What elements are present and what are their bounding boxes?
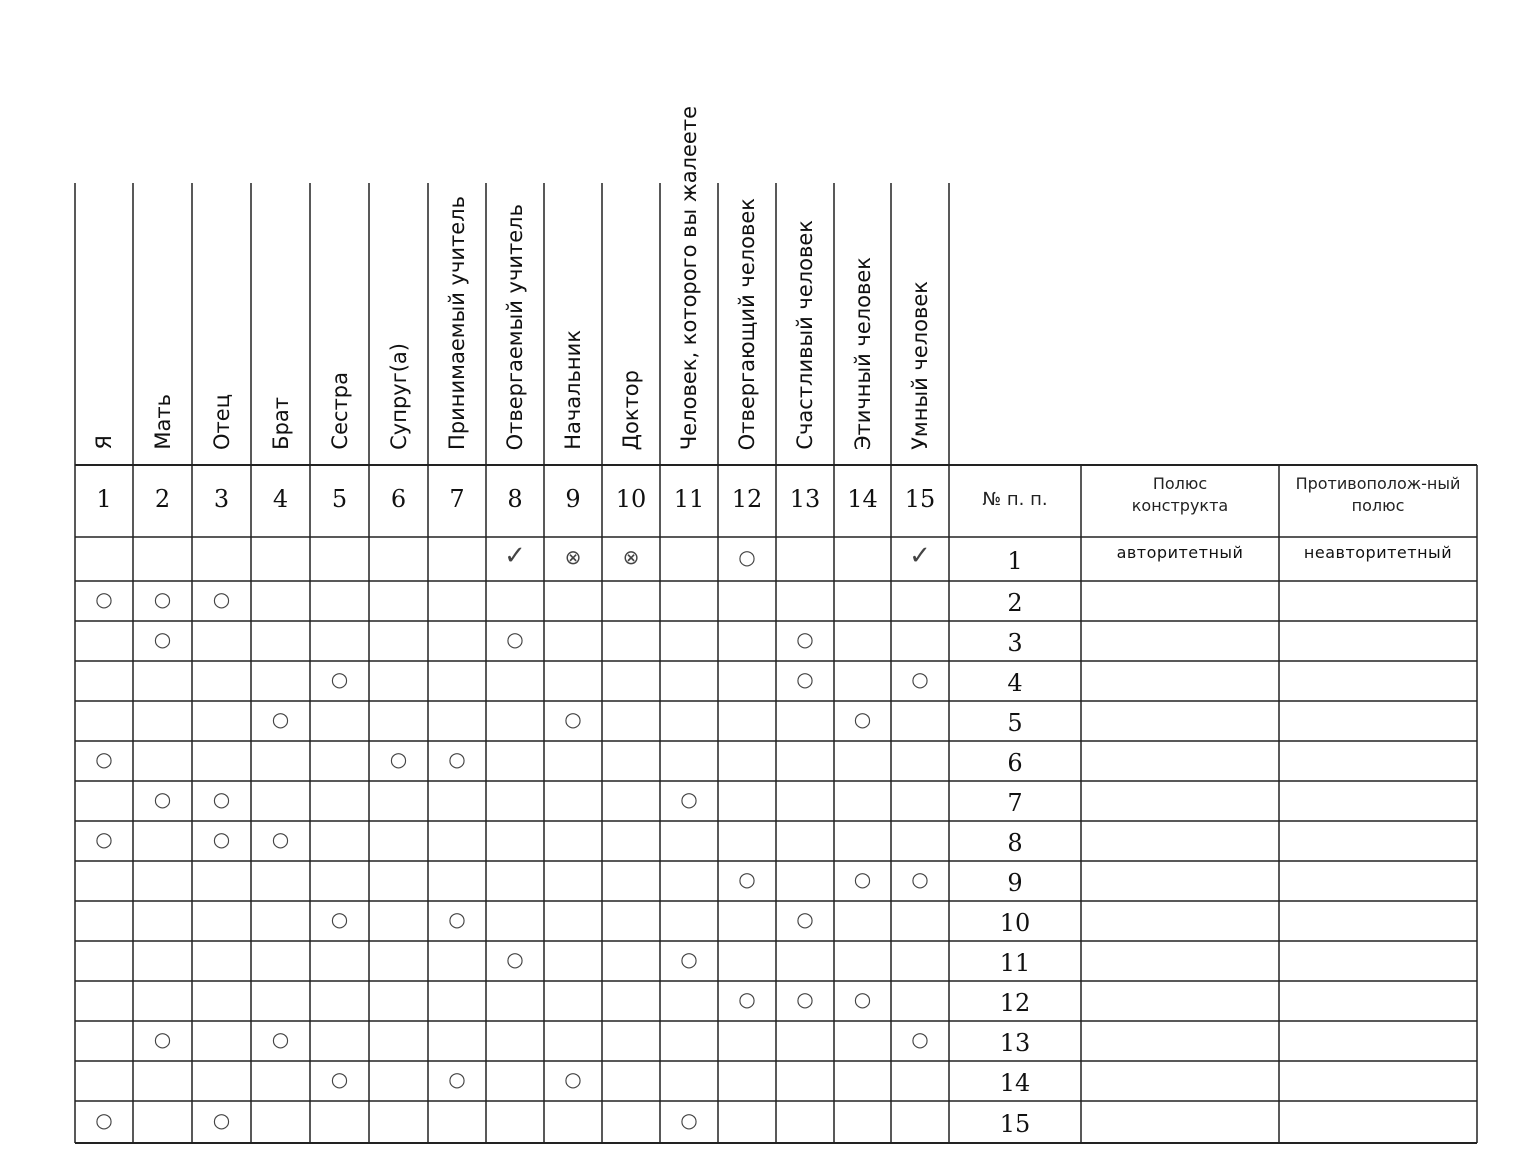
mark-circle: ○ — [330, 907, 349, 931]
mark-check: ✓ — [504, 541, 526, 571]
column-number: 12 — [731, 485, 763, 513]
mark-circle: ○ — [271, 707, 290, 731]
row-number: 7 — [1007, 789, 1023, 817]
mark-circle: ○ — [271, 1027, 290, 1051]
mark-circle: ○ — [680, 1108, 698, 1132]
mark-circle: ○ — [796, 907, 814, 931]
mark-circle: ○ — [738, 867, 756, 891]
mark-circle: ○ — [564, 707, 582, 731]
mark-circle: ○ — [796, 627, 814, 651]
column-number: 1 — [96, 485, 112, 513]
mark-circle: ○ — [389, 747, 408, 771]
mark-check: ✓ — [909, 541, 931, 571]
mark-circle: ○ — [330, 1067, 349, 1091]
column-label — [133, 30, 192, 450]
row-number: 4 — [1007, 669, 1023, 697]
column-number: 7 — [449, 485, 465, 513]
mark-circle: ○ — [212, 787, 231, 811]
column-number: 10 — [615, 485, 647, 513]
column-label — [369, 30, 428, 450]
column-number: 2 — [154, 485, 171, 513]
column-number: 15 — [904, 485, 936, 513]
column-label-text: Доктор — [619, 369, 643, 450]
row-number: 2 — [1007, 589, 1023, 617]
column-label — [544, 30, 602, 450]
row-number: 10 — [999, 909, 1031, 937]
opposite-pole-cell: неавторитетный — [1303, 543, 1453, 562]
mark-crossed: ⊗ — [622, 545, 640, 569]
column-label — [310, 30, 369, 450]
mark-circle: ○ — [95, 1108, 113, 1132]
mark-circle: ○ — [564, 1067, 582, 1091]
column-label-text: Мать — [150, 394, 175, 450]
column-label-text: Этичный человек — [850, 256, 875, 450]
column-label-text: Отец — [209, 394, 234, 450]
row-number: 15 — [999, 1110, 1031, 1138]
column-label — [718, 30, 776, 450]
pole-cell: авторитетный — [1116, 543, 1244, 562]
column-label-text: Отвергающий человек — [735, 197, 759, 450]
mark-circle: ○ — [271, 827, 290, 851]
column-number: 6 — [390, 485, 407, 513]
mark-circle: ○ — [153, 787, 172, 811]
column-label — [428, 30, 486, 450]
row-number: 13 — [999, 1029, 1031, 1057]
column-number: 8 — [507, 485, 523, 513]
column-label-text: Принимаемый учитель — [445, 196, 469, 450]
pole-header: Полюс конструкта — [1131, 474, 1229, 515]
mark-circle: ○ — [95, 827, 113, 851]
mark-circle: ○ — [153, 1027, 172, 1051]
column-label — [251, 30, 310, 450]
mark-circle: ○ — [853, 867, 872, 891]
column-label-text: Брат — [268, 397, 293, 450]
mark-circle: ○ — [911, 1027, 929, 1051]
mark-circle: ○ — [506, 947, 524, 971]
column-label-text: Сестра — [327, 372, 352, 450]
column-label — [891, 30, 949, 450]
mark-circle: ○ — [796, 667, 814, 691]
mark-circle: ○ — [680, 947, 698, 971]
column-label — [834, 30, 891, 450]
mark-circle: ○ — [738, 987, 756, 1011]
mark-circle: ○ — [330, 667, 349, 691]
mark-circle: ○ — [212, 587, 231, 611]
mark-circle: ○ — [95, 747, 113, 771]
row-number: 1 — [1007, 547, 1023, 575]
row-number: 11 — [999, 949, 1031, 977]
mark-circle: ○ — [448, 1067, 466, 1091]
column-number: 4 — [272, 485, 289, 513]
mark-circle: ○ — [911, 667, 929, 691]
mark-circle: ○ — [153, 627, 172, 651]
column-number: 5 — [331, 485, 348, 513]
mark-circle: ○ — [853, 987, 872, 1011]
column-label-text: Отвергаемый учитель — [503, 203, 527, 450]
column-label-text: Я — [92, 435, 116, 450]
opposite-pole-header: Противополож-ный полюс — [1295, 474, 1461, 515]
mark-circle: ○ — [796, 987, 814, 1011]
column-number: 14 — [847, 485, 878, 513]
row-number-header: № п. п. — [982, 489, 1048, 510]
column-label — [192, 30, 251, 450]
column-label — [776, 30, 834, 450]
column-label — [660, 30, 718, 450]
row-number: 3 — [1007, 629, 1023, 657]
column-number: 3 — [213, 485, 230, 513]
column-label-text: Начальник — [561, 330, 585, 450]
column-label — [602, 30, 660, 450]
row-number: 14 — [999, 1069, 1031, 1097]
row-number: 5 — [1007, 709, 1023, 737]
column-number: 9 — [565, 485, 581, 513]
row-number: 12 — [999, 989, 1031, 1017]
mark-circle: ○ — [680, 787, 698, 811]
column-label-text: Супруг(а) — [386, 343, 411, 450]
column-label-text: Человек, которого вы жалеете — [677, 105, 701, 450]
row-number: 9 — [1007, 869, 1023, 897]
column-label-text: Умный человек — [908, 281, 932, 450]
column-label — [486, 30, 544, 450]
column-number: 11 — [673, 485, 705, 513]
mark-circle: ○ — [153, 587, 172, 611]
mark-circle: ○ — [853, 707, 872, 731]
mark-circle: ○ — [212, 1108, 231, 1132]
mark-circle: ○ — [212, 827, 231, 851]
column-label — [75, 30, 133, 450]
row-number: 8 — [1007, 829, 1023, 857]
mark-circle: ○ — [738, 545, 756, 569]
mark-circle: ○ — [506, 627, 524, 651]
column-number: 13 — [789, 485, 821, 513]
mark-circle: ○ — [95, 587, 113, 611]
mark-crossed: ⊗ — [564, 545, 582, 569]
mark-circle: ○ — [448, 747, 466, 771]
column-label-text: Счастливый человек — [793, 220, 817, 450]
row-number: 6 — [1007, 749, 1023, 777]
mark-circle: ○ — [448, 907, 466, 931]
mark-circle: ○ — [911, 867, 929, 891]
